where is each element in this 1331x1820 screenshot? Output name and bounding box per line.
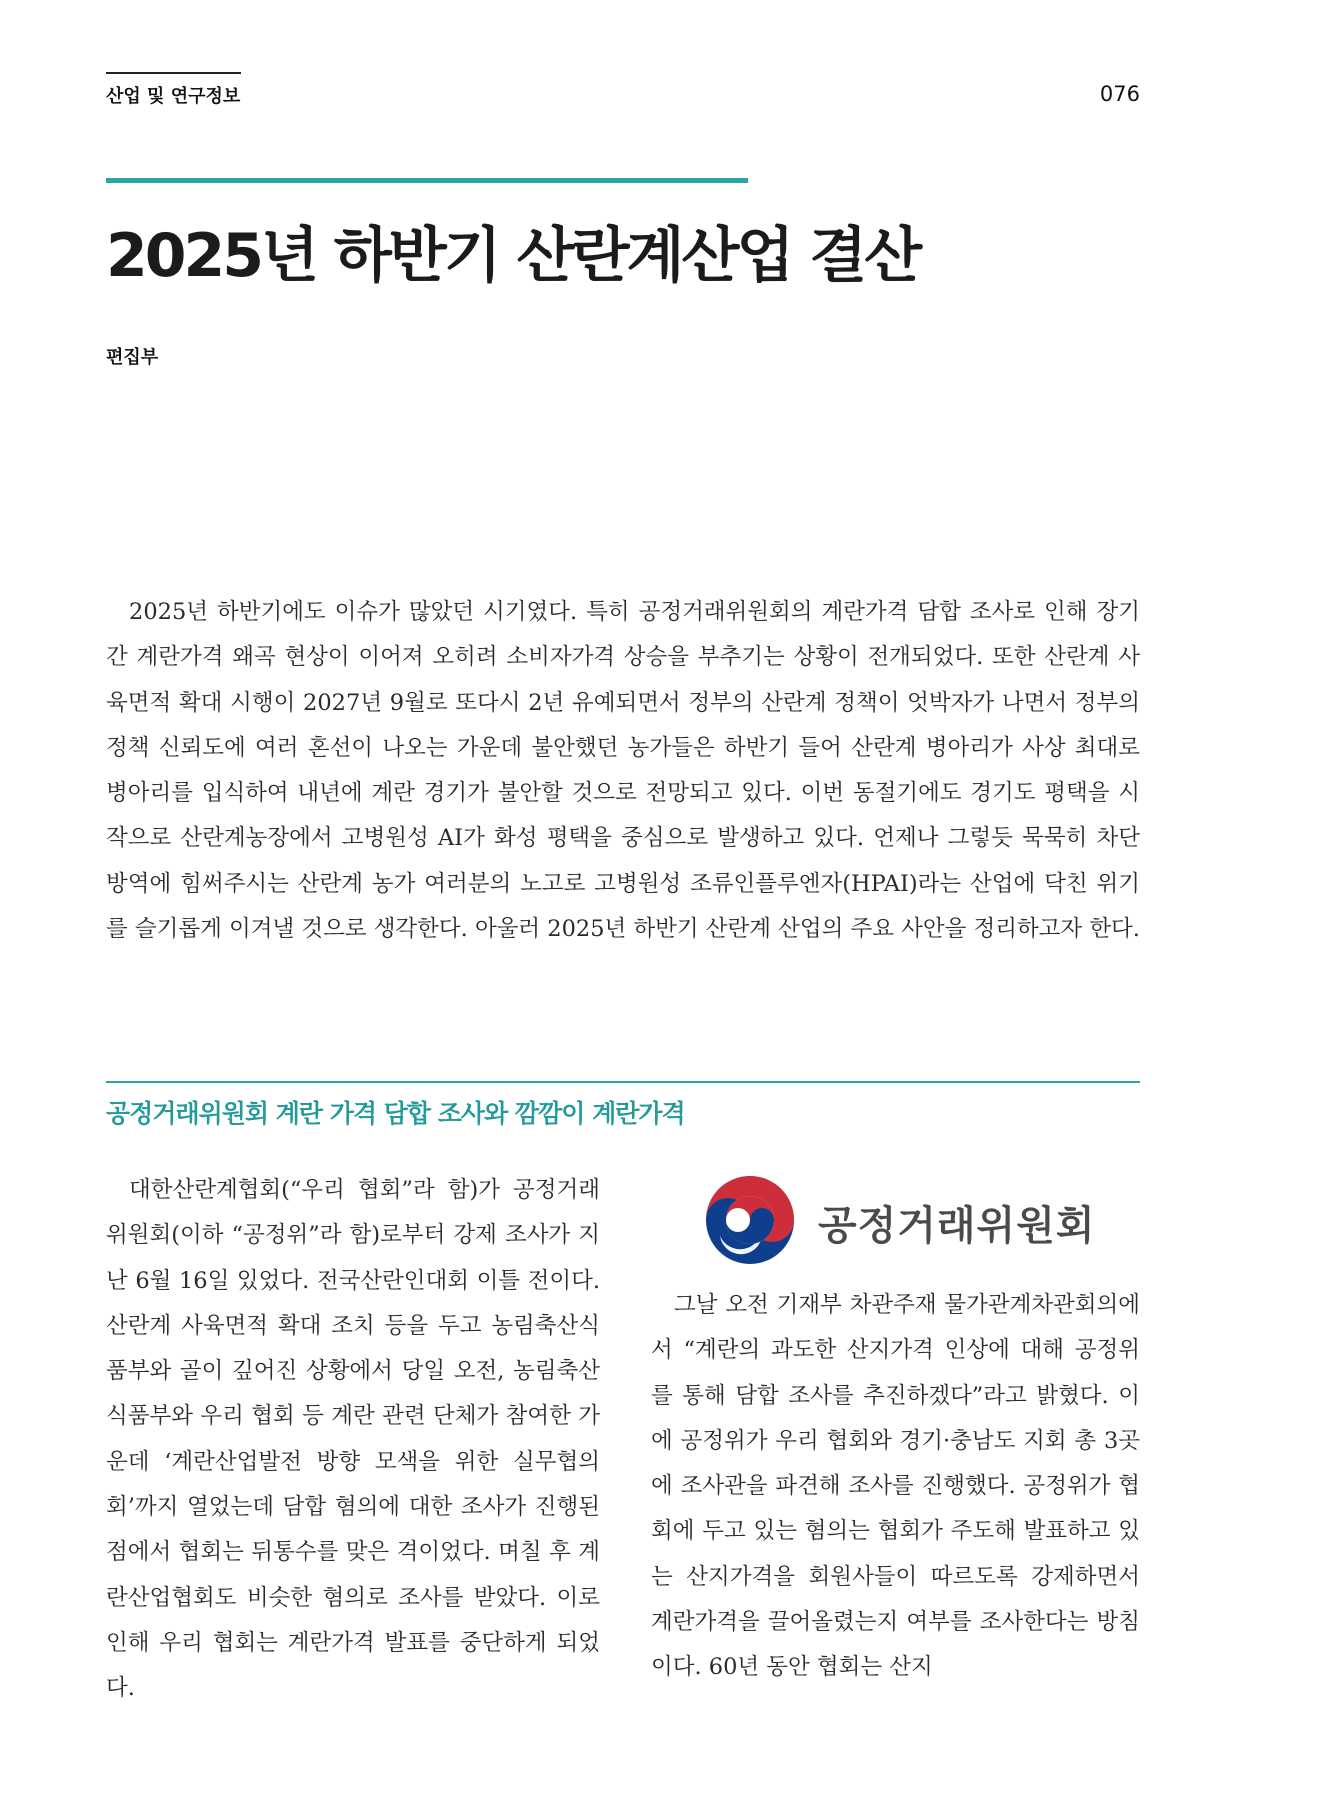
article-title: 2025년 하반기 산란계산업 결산: [106, 221, 920, 291]
title-rule: [106, 178, 748, 183]
header-rule: [106, 72, 241, 74]
intro-paragraph: 2025년 하반기에도 이슈가 많았던 시기였다. 특히 공정거래위원회의 계란가격 담합 조사로 인해 장기간 계란가격 왜곡 현상이 이어져 오히려 소비자가격 상승을 부추기는 상황이 전개되었다. 또한 산란계 사육면적 확대 시행이 2027년 9월로 또다시 2년 유예되면서 정부의 산란계 정책이 엇박자가 나면서 정부의 정책 신뢰도에 여러 혼선이 나오는 가운데 불안했던 농가들은 하반기 들어 산란계 병아리가 사상 최대로 병아리를 입식하여 내년에 계란 경기가 불안할 것으로 전망되고 있다. 이번 동절기에도 경기도 평택을 시작으로 산란계농장에서 고병원성 AI가 화성 평택을 중심으로 발생하고 있다. 언제나 그렇듯 묵묵히 차단 방역에 힘써주시는 산란계 농가 여러분의 노고로 고병원성 조류인플루엔자(HPAI)라는 산업에 닥친 위기를 슬기롭게 이겨낼 것으로 생각한다. 아울러 2025년 하반기 산란계 산업의 주요 사안을 정리하고자 한다.: [106, 599, 1140, 943]
taegeuk-emblem-icon: [700, 1170, 800, 1270]
right-column-text: 그날 오전 기재부 차관주재 물가관계차관회의에서 “계란의 과도한 산지가격 인상에 대해 공정위를 통해 담합 조사를 추진하겠다”라고 밝혔다. 이에 공정위가 우리 협회와 경기·충남도 지회 총 3곳에 조사관을 파견해 조사를 진행했다. 공정위가 협회에 두고 있는 혐의는 협회가 주도해 발표하고 있는 산지가격을 회원사들이 따르도록 강제하면서 계란가격을 끌어올렸는지 여부를 조사한다는 방침이다. 60년 동안 협회는 산지: [651, 1292, 1140, 1681]
subheading: 공정거래위원회 계란 가격 담합 조사와 깜깜이 계란가격: [106, 1099, 685, 1128]
logo-text: 공정거래위원회: [818, 1203, 1096, 1249]
author: 편집부: [106, 347, 159, 368]
section-label: 산업 및 연구정보: [106, 86, 241, 107]
page-number: 076: [1099, 82, 1140, 106]
ftc-logo: [700, 1170, 1140, 1270]
left-column-text: 대한산란계협회(“우리 협회”라 함)가 공정거래위원회(이하 “공정위”라 함)로부터 강제 조사가 지난 6월 16일 있었다. 전국산란인대회 이틀 전이다. 산란계 사육면적 확대 조치 등을 두고 농림축산식품부와 골이 깊어진 상황에서 당일 오전, 농림축산식품부와 우리 협회 등 계란 관련 단체가 참여한 가운데 ‘계란산업발전 방향 모색을 위한 실무협의회’까지 열었는데 담합 혐의에 대한 조사가 진행된 점에서 협회는 뒤통수를 맞은 격이었다. 며칠 후 계란산업협회도 비슷한 혐의로 조사를 받았다. 이로 인해 우리 협회는 계란가격 발표를 중단하게 되었다.: [106, 1177, 600, 1702]
subheading-rule: [106, 1081, 1140, 1083]
